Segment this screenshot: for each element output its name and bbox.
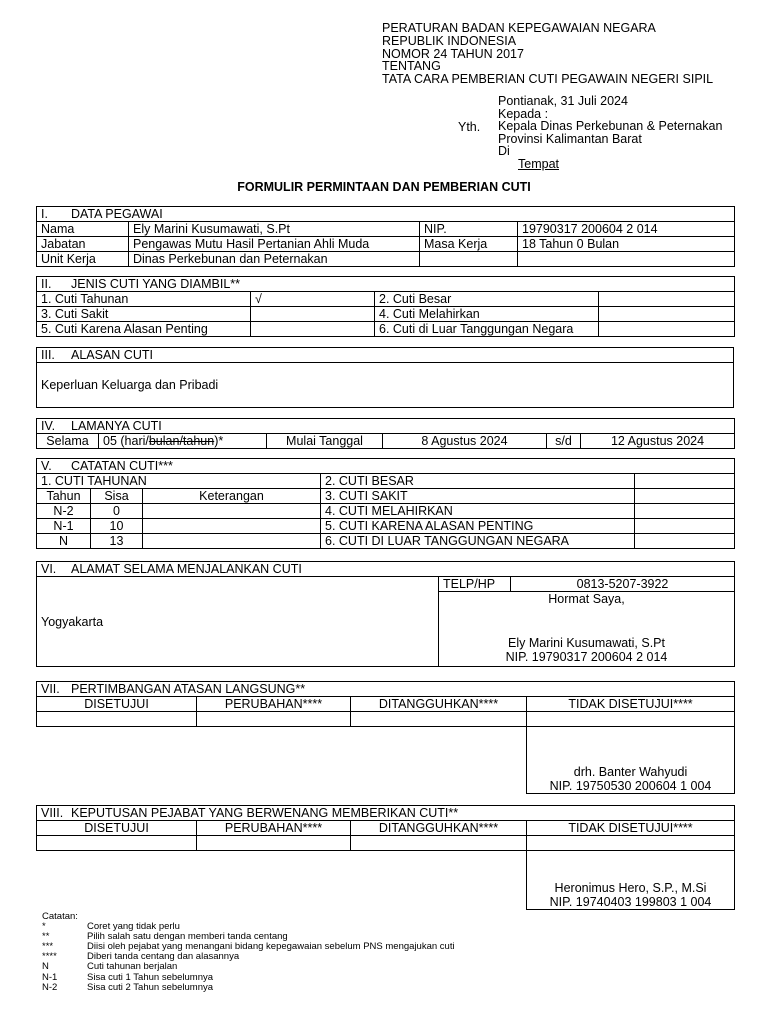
- col-tidak-disetujui: TIDAK DISETUJUI****: [527, 697, 735, 712]
- telp-label: TELP/HP: [439, 577, 511, 592]
- note-item: [42, 983, 455, 993]
- hormat-saya: Hormat Saya,: [548, 592, 625, 606]
- official-name: Heronimus Hero, S.P., M.Si: [554, 881, 707, 895]
- di: Di: [498, 144, 510, 159]
- keterangan-header: Keterangan: [143, 489, 321, 504]
- applicant-nip: NIP. 19790317 200604 2 014: [505, 650, 668, 664]
- cuti-tahunan-label: 1. CUTI TAHUNAN: [37, 474, 321, 489]
- address-block: [498, 95, 722, 171]
- tahun-cell: N: [37, 534, 91, 549]
- decision-cell[interactable]: [37, 836, 197, 851]
- decision-cell[interactable]: [527, 712, 735, 727]
- section-lamanya-cuti: [36, 418, 735, 449]
- cuti-check[interactable]: [251, 307, 375, 322]
- header-line: NOMOR 24 TAHUN 2017: [382, 46, 524, 61]
- keterangan-cell: [143, 504, 321, 519]
- decision-cell[interactable]: [351, 836, 527, 851]
- note-text: Coret yang tidak perlu: [87, 921, 180, 933]
- section-num: III.: [41, 348, 55, 362]
- cuti-type: 3. Cuti Sakit: [37, 307, 251, 322]
- catatan-right-value: [635, 504, 735, 519]
- empty-cell: [518, 252, 735, 267]
- start-date: 8 Agustus 2024: [383, 434, 547, 449]
- section-num: IV.: [41, 419, 56, 433]
- catatan-right-value: [635, 519, 735, 534]
- sd-label: s/d: [547, 434, 581, 449]
- cuti-type: 4. Cuti Melahirkan: [375, 307, 599, 322]
- end-date: 12 Agustus 2024: [581, 434, 735, 449]
- section-title: [37, 459, 735, 474]
- note-key: N-2: [42, 981, 58, 993]
- masa-kerja-value: 18 Tahun 0 Bulan: [518, 237, 735, 252]
- form-title: FORMULIR PERMINTAAN DAN PEMBERIAN CUTI: [237, 180, 531, 194]
- section-title-text: ALASAN CUTI: [71, 348, 153, 362]
- tahun-cell: N-2: [37, 504, 91, 519]
- section-title-text: DATA PEGAWAI: [71, 207, 163, 221]
- section-num: I.: [41, 207, 48, 221]
- col-tidak-disetujui: TIDAK DISETUJUI****: [527, 821, 735, 836]
- section-title-text: JENIS CUTI YANG DIAMBIL**: [71, 277, 241, 291]
- section-num: VIII.: [41, 806, 64, 820]
- section-title: [37, 562, 735, 577]
- sisa-cell: 13: [91, 534, 143, 549]
- cuti-check[interactable]: [251, 322, 375, 337]
- alasan-text: Keperluan Keluarga dan Pribadi: [37, 363, 734, 408]
- section-title: [37, 682, 735, 697]
- decision-cell[interactable]: [197, 836, 351, 851]
- applicant-name: Ely Marini Kusumawati, S.Pt: [508, 636, 665, 650]
- kepada: Kepada :: [498, 106, 549, 121]
- duration-a: 05 (hari/: [103, 434, 149, 448]
- section-keputusan: [36, 805, 735, 910]
- masa-kerja-label: Masa Kerja: [420, 237, 518, 252]
- note-key: ****: [42, 951, 57, 963]
- selama-label: Selama: [37, 434, 99, 449]
- section-alamat: [36, 561, 735, 667]
- keterangan-cell: [143, 534, 321, 549]
- duration-struck: bulan/tahun: [148, 434, 215, 448]
- section-jenis-cuti: [36, 276, 735, 337]
- official-nip: NIP. 19740403 199803 1 004: [549, 895, 712, 909]
- official-signature: [527, 851, 735, 910]
- section-title: [37, 348, 734, 363]
- section-data-pegawai: [36, 206, 735, 267]
- col-ditangguhkan: DITANGGUHKAN****: [351, 821, 527, 836]
- col-perubahan: PERUBAHAN****: [197, 697, 351, 712]
- section-title: [37, 207, 735, 222]
- supervisor-signature: [527, 727, 735, 794]
- note-key: *: [42, 921, 46, 933]
- note-text: Diberi tanda centang dan alasannya: [87, 951, 240, 963]
- mulai-label: Mulai Tanggal: [267, 434, 383, 449]
- cuti-check[interactable]: [599, 292, 735, 307]
- duration: [99, 434, 267, 449]
- note-key: N-1: [42, 971, 58, 983]
- cuti-type: 1. Cuti Tahunan: [37, 292, 251, 307]
- section-title: [37, 277, 735, 292]
- col-perubahan: PERUBAHAN****: [197, 821, 351, 836]
- note-text: Diisi oleh pejabat yang menangani bidang kepegawaian sebelum PNS mengajukan cuti: [87, 941, 455, 953]
- unit-kerja-label: Unit Kerja: [37, 252, 129, 267]
- header-line: REPUBLIK INDONESIA: [382, 33, 517, 48]
- cuti-type: 2. Cuti Besar: [375, 292, 599, 307]
- empty-cell: [420, 252, 518, 267]
- col-ditangguhkan: DITANGGUHKAN****: [351, 697, 527, 712]
- section-alasan-cuti: [36, 347, 734, 408]
- cuti-check[interactable]: [599, 322, 735, 337]
- note-text: Sisa cuti 2 Tahun sebelumnya: [87, 981, 214, 993]
- catatan-right-value: [635, 474, 735, 489]
- notes: [42, 912, 455, 993]
- supervisor-name: drh. Banter Wahyudi: [573, 765, 688, 779]
- section-title-text: CATATAN CUTI***: [71, 459, 173, 473]
- section-title-text: PERTIMBANGAN ATASAN LANGSUNG**: [71, 682, 306, 696]
- catatan-right-value: [635, 534, 735, 549]
- recipient-line-2: Provinsi Kalimantan Barat: [498, 131, 642, 146]
- note-text: Pilih salah satu dengan memberi tanda centang: [87, 931, 288, 943]
- note-text: Cuti tahunan berjalan: [87, 961, 178, 973]
- sisa-header: Sisa: [91, 489, 143, 504]
- telp-value: 0813-5207-3922: [511, 577, 735, 592]
- section-title: [37, 806, 735, 821]
- catatan-right: 6. CUTI DI LUAR TANGGUNGAN NEGARA: [321, 534, 635, 549]
- catatan-right: 2. CUTI BESAR: [321, 474, 635, 489]
- tempat: [498, 158, 722, 171]
- note-key: N: [42, 961, 49, 973]
- duration-c: )*: [214, 434, 224, 448]
- cuti-check[interactable]: √: [251, 292, 375, 307]
- cuti-type: 6. Cuti di Luar Tanggungan Negara: [375, 322, 599, 337]
- applicant-signature: [439, 592, 735, 667]
- alamat-value: Yogyakarta: [37, 577, 439, 667]
- note-text: Sisa cuti 1 Tahun sebelumnya: [87, 971, 214, 983]
- recipient-line-1: Kepala Dinas Perkebunan & Peternakan: [498, 119, 723, 134]
- nama-label: Nama: [37, 222, 129, 237]
- cuti-check[interactable]: [599, 307, 735, 322]
- section-num: V.: [41, 459, 52, 473]
- section-num: VI.: [41, 562, 57, 576]
- cuti-type: 5. Cuti Karena Alasan Penting: [37, 322, 251, 337]
- jabatan-value: Pengawas Mutu Hasil Pertanian Ahli Muda: [129, 237, 420, 252]
- decision-cell[interactable]: [37, 712, 197, 727]
- sisa-cell: 10: [91, 519, 143, 534]
- header-line: PERATURAN BADAN KEPEGAWAIAN NEGARA: [382, 21, 656, 35]
- place-date: Pontianak, 31 Juli 2024: [498, 94, 628, 108]
- nip-value: 19790317 200604 2 014: [518, 222, 735, 237]
- section-catatan-cuti: [36, 458, 735, 549]
- sisa-cell: 0: [91, 504, 143, 519]
- blank-area: [37, 727, 527, 794]
- unit-kerja-value: Dinas Perkebunan dan Peternakan: [129, 252, 420, 267]
- yth: Yth.: [458, 120, 481, 134]
- regulation-header: [382, 22, 713, 86]
- notes-title: Catatan:: [42, 911, 78, 922]
- header-line: TENTANG: [382, 59, 441, 74]
- tempat-text: Tempat: [518, 156, 559, 171]
- section-pertimbangan: [36, 681, 735, 794]
- note-key: **: [42, 931, 50, 943]
- section-title-text: ALAMAT SELAMA MENJALANKAN CUTI: [71, 562, 302, 576]
- tahun-cell: N-1: [37, 519, 91, 534]
- catatan-right: 5. CUTI KARENA ALASAN PENTING: [321, 519, 635, 534]
- header-line: TATA CARA PEMBERIAN CUTI PEGAWAIN NEGERI SIPIL: [382, 72, 714, 87]
- blank-area: [37, 851, 527, 910]
- keterangan-cell: [143, 519, 321, 534]
- decision-cell[interactable]: [197, 712, 351, 727]
- nama-value: Ely Marini Kusumawati, S.Pt: [129, 222, 420, 237]
- note-key: ***: [42, 941, 54, 953]
- section-num: II.: [41, 277, 52, 291]
- catatan-right-value: [635, 489, 735, 504]
- nip-label: NIP.: [420, 222, 518, 237]
- catatan-right: 3. CUTI SAKIT: [321, 489, 635, 504]
- section-title: [37, 419, 735, 434]
- jabatan-label: Jabatan: [37, 237, 129, 252]
- col-disetujui: DISETUJUI: [37, 821, 197, 836]
- section-title-text: LAMANYA CUTI: [71, 419, 162, 433]
- decision-cell[interactable]: [527, 836, 735, 851]
- catatan-right: 4. CUTI MELAHIRKAN: [321, 504, 635, 519]
- col-disetujui: DISETUJUI: [37, 697, 197, 712]
- supervisor-nip: NIP. 19750530 200604 1 004: [549, 779, 712, 793]
- tahun-header: Tahun: [37, 489, 91, 504]
- decision-cell[interactable]: [351, 712, 527, 727]
- section-title-text: KEPUTUSAN PEJABAT YANG BERWENANG MEMBERIKAN CUTI**: [71, 806, 459, 820]
- section-num: VII.: [41, 682, 60, 696]
